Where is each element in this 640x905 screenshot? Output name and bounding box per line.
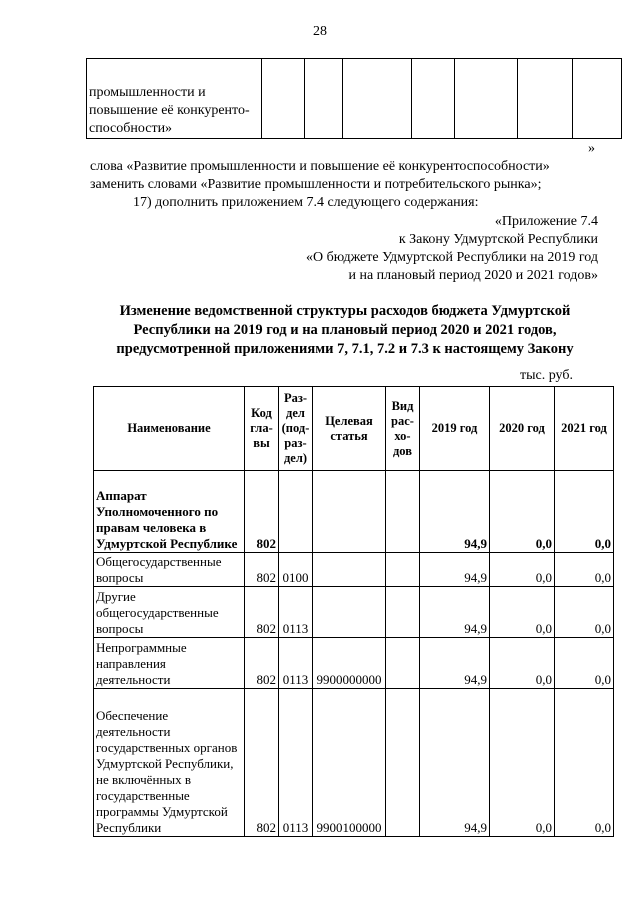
cell-target: 9900000000 [313, 638, 386, 689]
continuation-table [86, 58, 622, 139]
cell-section: 0113 [279, 638, 313, 689]
cell-2020: 0,0 [490, 587, 555, 638]
table-row [87, 59, 622, 139]
cell-section [279, 471, 313, 553]
table-row [94, 689, 614, 837]
document-title [90, 302, 600, 359]
table-header-row [94, 387, 614, 471]
paragraph-line: слова «Развитие промышленности и повышение её конкурентоспособности» [90, 159, 550, 174]
cell-2020: 0,0 [490, 553, 555, 587]
cell-type [386, 553, 420, 587]
header-target: Целевая статья [313, 387, 386, 471]
table-cell [343, 59, 412, 139]
page-number: 28 [313, 24, 327, 39]
appendix-heading: к Закону Удмуртской Республики [398, 232, 598, 247]
budget-table [93, 386, 614, 837]
paragraph-line: 17) дополнить приложением 7.4 следующего содержания: [133, 195, 479, 210]
cell-2019: 94,9 [420, 587, 490, 638]
cell-code: 802 [245, 471, 279, 553]
cell-target [313, 587, 386, 638]
table-cell [573, 59, 622, 139]
cell-2019: 94,9 [420, 689, 490, 837]
cell-name: Обеспечение деятельности государственных органов Удмуртской Республики, не включённых в государственные программы Удмуртской Республики [94, 689, 245, 837]
cell-section: 0113 [279, 587, 313, 638]
cell-code: 802 [245, 587, 279, 638]
title-line: предусмотренной приложениями 7, 7.1, 7.2 и 7.3 к настоящему Закону [116, 341, 574, 357]
cell-code: 802 [245, 689, 279, 837]
table-row [94, 471, 614, 553]
cell-name: Общегосударственные вопросы [94, 553, 245, 587]
cell-target [313, 553, 386, 587]
units-label: тыс. руб. [520, 368, 573, 383]
table-cell [262, 59, 305, 139]
table-row [94, 553, 614, 587]
table-cell [305, 59, 343, 139]
header-type: Вид рас-хо-дов [386, 387, 420, 471]
header-2020: 2020 год [490, 387, 555, 471]
closing-quote: » [588, 141, 595, 156]
table-cell [412, 59, 455, 139]
cell-2019: 94,9 [420, 471, 490, 553]
header-section: Раз-дел (под-раз-дел) [279, 387, 313, 471]
cell-type [386, 587, 420, 638]
table-row [94, 638, 614, 689]
cell-code: 802 [245, 638, 279, 689]
cell-target: 9900100000 [313, 689, 386, 837]
cell-type [386, 638, 420, 689]
header-code: Код гла-вы [245, 387, 279, 471]
appendix-heading: «Приложение 7.4 [494, 214, 598, 229]
continuation-cell-name: промышленности и повышение её конкуренто-способности» [87, 59, 262, 139]
paragraph-line: заменить словами «Развитие промышленности и потребительского рынка»; [90, 177, 542, 192]
cell-name: Непрограммные направления деятельности [94, 638, 245, 689]
cell-section: 0100 [279, 553, 313, 587]
table-cell [455, 59, 518, 139]
cell-2021: 0,0 [555, 471, 614, 553]
cell-2020: 0,0 [490, 638, 555, 689]
cell-section: 0113 [279, 689, 313, 837]
cell-target [313, 471, 386, 553]
cell-2021: 0,0 [555, 638, 614, 689]
cell-2019: 94,9 [420, 638, 490, 689]
appendix-heading: «О бюджете Удмуртской Республики на 2019 год [305, 250, 598, 265]
title-line: Республики на 2019 год и на плановый период 2020 и 2021 годов, [133, 322, 557, 338]
cell-2021: 0,0 [555, 587, 614, 638]
cell-2019: 94,9 [420, 553, 490, 587]
header-2021: 2021 год [555, 387, 614, 471]
cell-2020: 0,0 [490, 471, 555, 553]
cell-type [386, 689, 420, 837]
cell-name: Другие общегосударственные вопросы [94, 587, 245, 638]
table-row [94, 587, 614, 638]
cell-code: 802 [245, 553, 279, 587]
header-name: Наименование [94, 387, 245, 471]
appendix-heading: и на плановый период 2020 и 2021 годов» [348, 268, 598, 283]
cell-name: Аппарат Уполномоченного по правам человека в Удмуртской Республике [94, 471, 245, 553]
cell-type [386, 471, 420, 553]
cell-2021: 0,0 [555, 689, 614, 837]
header-2019: 2019 год [420, 387, 490, 471]
table-cell [518, 59, 573, 139]
cell-2020: 0,0 [490, 689, 555, 837]
cell-2021: 0,0 [555, 553, 614, 587]
title-line: Изменение ведомственной структуры расходов бюджета Удмуртской [119, 303, 571, 319]
